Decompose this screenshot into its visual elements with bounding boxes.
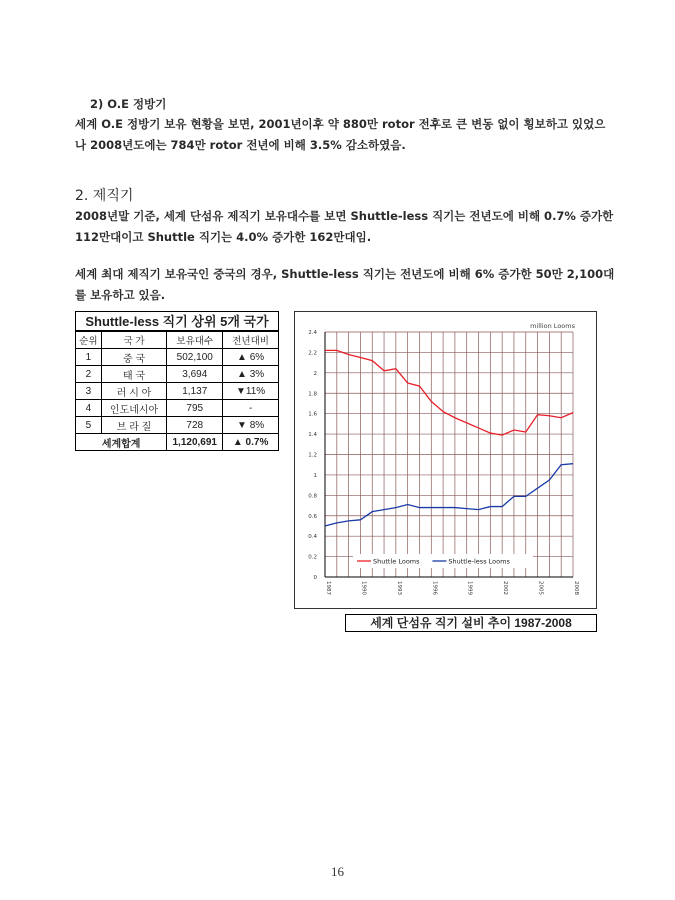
y-tick-label: 1	[313, 472, 317, 479]
y-tick-label: 1.2	[308, 452, 317, 459]
cell-country: 중 국	[101, 349, 166, 366]
y-tick-label: 0.8	[308, 493, 317, 500]
cell-rank: 4	[76, 400, 102, 417]
cell-count: 1,137	[167, 383, 223, 400]
total-label: 세계합계	[76, 434, 167, 451]
cell-country: 인도네시아	[101, 400, 166, 417]
total-value: 1,120,691	[167, 434, 223, 451]
loom-trend-chart	[294, 311, 597, 609]
x-tick-label: 1990	[360, 581, 367, 595]
cell-change: ▲ 6%	[223, 349, 279, 366]
cell-country: 브 라 질	[101, 417, 166, 434]
page-number: 16	[331, 864, 344, 879]
x-tick-label: 1996	[431, 581, 438, 595]
header-country: 국 가	[101, 332, 166, 349]
cell-country: 태 국	[101, 366, 166, 383]
table-row	[76, 417, 279, 434]
cell-count: 795	[167, 400, 223, 417]
table-row	[76, 366, 279, 383]
paragraph-weaving-1: 2008년말 기준, 세계 단섬유 제직기 보유대수를 보면 Shuttle-less 직기는 전년도에 비해 0.7% 증가한 112만대이고 Shuttle 직기는 4.0% 증가한 162만대임.	[75, 209, 614, 244]
cell-count: 502,100	[167, 349, 223, 366]
x-tick-label: 1987	[325, 581, 331, 595]
table-title: Shuttle-less 직기 상위 5개 국가	[75, 311, 279, 331]
table-header-row	[76, 332, 279, 349]
y-tick-label: 2.2	[308, 350, 317, 357]
cell-change: -	[223, 400, 279, 417]
y-tick-label: 0.4	[308, 534, 317, 541]
header-rank: 순위	[76, 332, 102, 349]
y-tick-label: 2.4	[308, 330, 317, 336]
table-total-row	[76, 434, 279, 451]
cell-country: 러 시 아	[101, 383, 166, 400]
chart-legend	[353, 554, 533, 568]
section-title-oe: 2) O.E 정방기	[90, 97, 167, 111]
series-line-shuttle-looms	[325, 350, 573, 435]
total-change: ▲ 0.7%	[223, 434, 279, 451]
table-row	[76, 383, 279, 400]
chart-caption: 세계 단섬유 직기 설비 추이 1987-2008	[345, 614, 597, 632]
x-tick-label: 2005	[537, 581, 544, 595]
cell-rank: 3	[76, 383, 102, 400]
cell-change: ▲ 3%	[223, 366, 279, 383]
section-title-weaving: 2. 제직기	[75, 188, 134, 204]
cell-change: ▼11%	[223, 383, 279, 400]
country-table	[75, 331, 279, 451]
cell-rank: 5	[76, 417, 102, 434]
x-tick-label: 2008	[573, 581, 579, 595]
cell-rank: 2	[76, 366, 102, 383]
paragraph-weaving-2: 세계 최대 제직기 보유국인 중국의 경우, Shuttle-less 직기는 전년도에 비해 6% 증가한 50만 2,100대를 보유하고 있음.	[75, 267, 615, 302]
x-tick-label: 1993	[395, 581, 402, 595]
y-tick-label: 1.4	[308, 432, 317, 439]
paragraph-oe: 세계 O.E 정방기 보유 현황을 보면, 2001년이후 약 880만 rotor 전후로 큰 변동 없이 횡보하고 있었으나 2008년도에는 784만 rotor 전년에 비해 3.5% 감소하였음.	[75, 117, 606, 152]
cell-count: 728	[167, 417, 223, 434]
y-tick-label: 1.8	[308, 391, 317, 398]
x-tick-label: 1999	[466, 581, 473, 595]
y-tick-label: 0	[313, 575, 317, 581]
cell-change: ▼ 8%	[223, 417, 279, 434]
x-tick-label: 2002	[502, 581, 509, 595]
table-row	[76, 400, 279, 417]
y-tick-label: 1.6	[308, 411, 317, 418]
table-row	[76, 349, 279, 366]
cell-count: 3,694	[167, 366, 223, 383]
cell-rank: 1	[76, 349, 102, 366]
legend-label: Shuttle-less Looms	[448, 557, 510, 566]
y-tick-label: 2	[313, 370, 317, 377]
chart-unit-label: million Looms	[530, 322, 575, 330]
chart-svg	[295, 312, 596, 608]
header-count: 보유대수	[167, 332, 223, 349]
series-line-shuttle-less-looms	[325, 464, 573, 526]
legend-label: Shuttle Looms	[373, 557, 420, 566]
y-tick-label: 0.2	[308, 554, 317, 561]
y-tick-label: 0.6	[308, 513, 317, 520]
header-change: 전년대비	[223, 332, 279, 349]
